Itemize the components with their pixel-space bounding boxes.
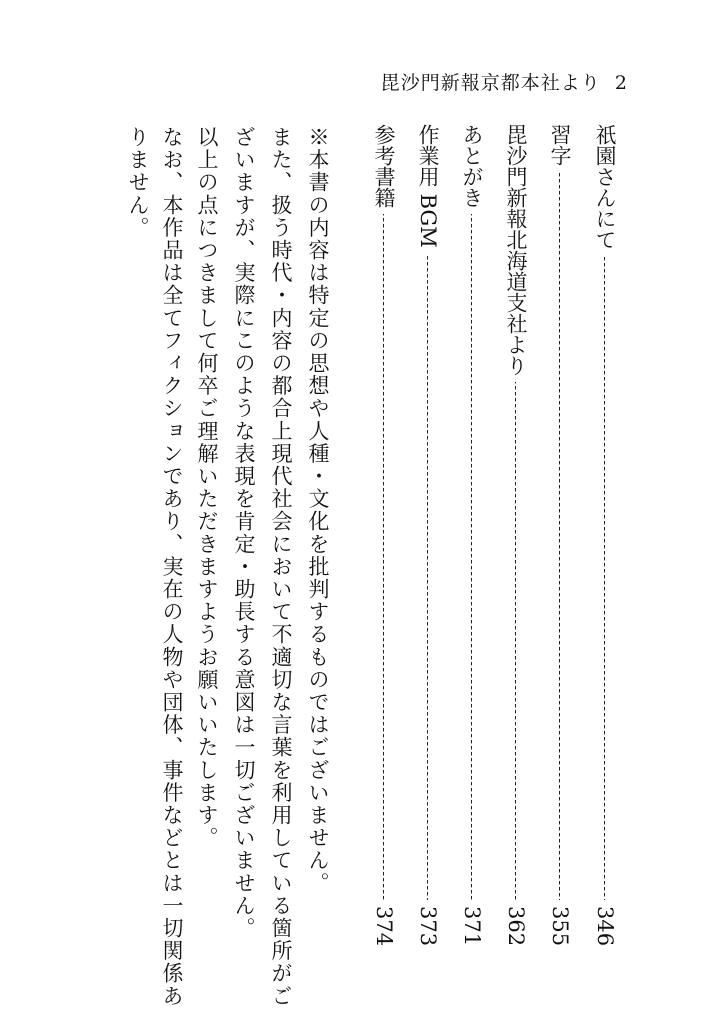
toc-entry[interactable]: [370, 124, 398, 946]
toc-entry[interactable]: [502, 124, 530, 946]
page-header: [381, 68, 628, 95]
toc-leader: [515, 382, 517, 900]
toc-entry-label: 作業用 BGM: [416, 124, 440, 248]
toc-leader: [383, 214, 385, 900]
toc-entry-label: あとがき: [460, 124, 484, 208]
toc-entry-page: 355: [548, 905, 572, 946]
toc-entry-page: 374: [372, 905, 396, 946]
toc-leader: [427, 254, 429, 900]
toc-entry-page: 346: [593, 905, 617, 946]
toc-entry[interactable]: [591, 124, 619, 946]
toc-entry-page: 373: [416, 905, 440, 946]
toc-entry-page: 371: [460, 905, 484, 946]
note-line: りません。: [126, 126, 150, 239]
header-title: 毘沙門新報京都本社より: [380, 72, 601, 94]
note-line: また、扱う時代・内容の都合上現代社会において不適切な言葉を利用している箇所がご: [269, 126, 293, 1008]
toc-entry-label: 毘沙門新報北海道支社より: [504, 124, 528, 376]
toc-entry-label: 参考書籍: [372, 124, 396, 208]
toc-entry[interactable]: [458, 124, 486, 946]
note-line: ざいますが、実際にこのような表現を肯定・助長する意図は一切ございません。: [232, 126, 256, 940]
toc-leader: [604, 256, 606, 900]
note-line: ※本書の内容は特定の思想や人種・文化を批判するものではございません。: [306, 126, 330, 895]
toc-leader: [471, 214, 473, 900]
toc-entry-page: 362: [504, 905, 528, 946]
toc-entry[interactable]: [546, 124, 574, 946]
note-line: 以上の点につきまして何卒ご理解いただきますようお願いいたします。: [195, 126, 219, 850]
toc-entry-label: 祇園さんにて: [593, 124, 617, 250]
header-page-number: 2: [614, 72, 628, 94]
toc-entry-label: 習字: [548, 124, 572, 166]
toc-leader: [559, 172, 561, 900]
note-line: なお、本作品は全てフィクションであり、実在の人物や団体、事件などとは一切関係あ: [160, 126, 184, 1008]
toc-entry[interactable]: [414, 124, 442, 946]
